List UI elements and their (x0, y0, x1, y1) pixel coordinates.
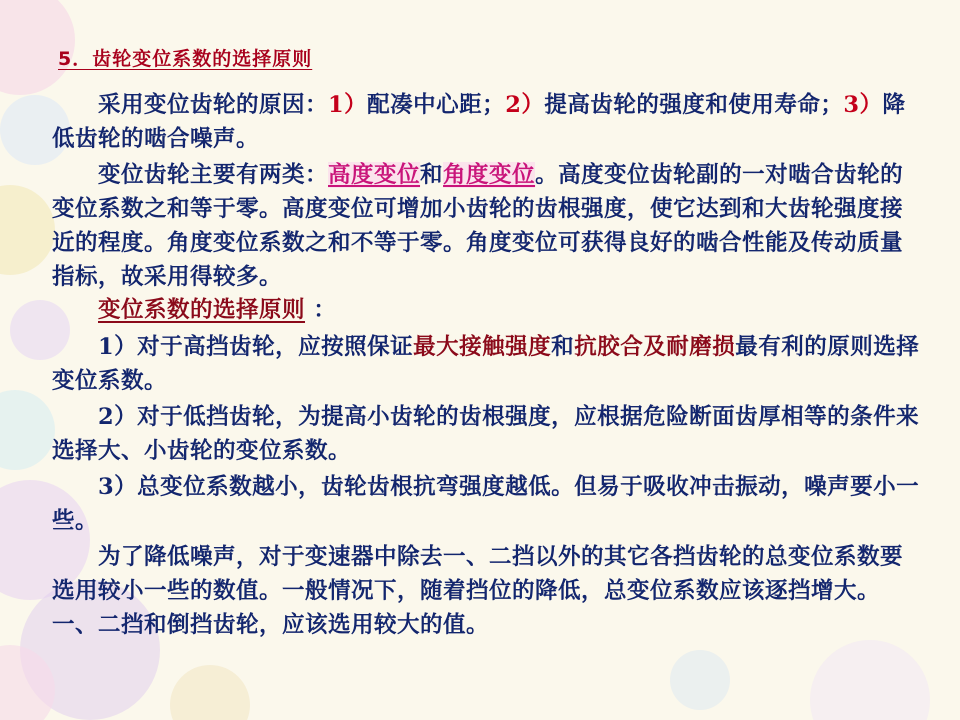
paragraph-rule-1 (52, 330, 924, 398)
rule-1-and: 和 (551, 334, 575, 360)
reason-3-text: 降低齿轮的啮合噪声。 (52, 92, 906, 152)
paragraph-rule-2: 2）对于低挡齿轮，为提高小齿轮的齿根强度，应根据危险断面齿厚相等的条件来选择大、小齿轮的变位系数。 (52, 404, 920, 464)
paragraph-reasons (52, 88, 924, 156)
principles-colon: ： (305, 297, 337, 323)
reason-3-number: 3） (843, 92, 883, 118)
highlight-height-modification: 高度变位 (328, 162, 421, 188)
types-and: 和 (420, 162, 444, 188)
reasons-intro: 采用变位齿轮的原因： (98, 92, 329, 118)
slide-title: 5．齿轮变位系数的选择原则 (58, 48, 313, 70)
reason-1-text: 配凑中心距； (367, 92, 506, 118)
reason-1-number: 1） (328, 92, 368, 118)
paragraph-types (52, 158, 924, 294)
principles-label: 变位系数的选择原则 (98, 297, 306, 323)
rule-1-intro: 1）对于高挡齿轮，应按照保证 (98, 334, 414, 360)
highlight-max-contact-strength: 最大接触强度 (413, 334, 552, 360)
reason-2-number: 2） (505, 92, 545, 118)
paragraph-rule-3: 3）总变位系数越小，齿轮齿根抗弯强度越低。但易于吸收冲击振动，噪声要小一些。 (52, 474, 920, 534)
rule-1-end: 最有利的原则选择变位系数。 (52, 334, 920, 394)
types-intro: 变位齿轮主要有两类： (98, 162, 329, 188)
paragraph-noise-reduction: 为了降低噪声，对于变速器中除去一、二挡以外的其它各挡齿轮的总变位系数要选用较小一些的数值。一般情况下，随着挡位的降低，总变位系数应该逐挡增大。一、二挡和倒挡齿轮，应该选用较大的值。 (52, 544, 904, 638)
reason-2-text: 提高齿轮的强度和使用寿命； (544, 92, 844, 118)
highlight-angle-modification: 角度变位 (443, 162, 536, 188)
types-body: 。高度变位齿轮副的一对啮合齿轮的变位系数之和等于零。高度变位可增加小齿轮的齿根强度，使它达到和大齿轮强度接近的程度。角度变位系数之和不等于零。角度变位可获得良好的啮合性能及传动质量指标，故采用得较多。 (52, 162, 904, 290)
paragraph-principles-heading (52, 293, 924, 327)
highlight-anti-scuffing-wear: 抗胶合及耐磨损 (574, 334, 736, 360)
